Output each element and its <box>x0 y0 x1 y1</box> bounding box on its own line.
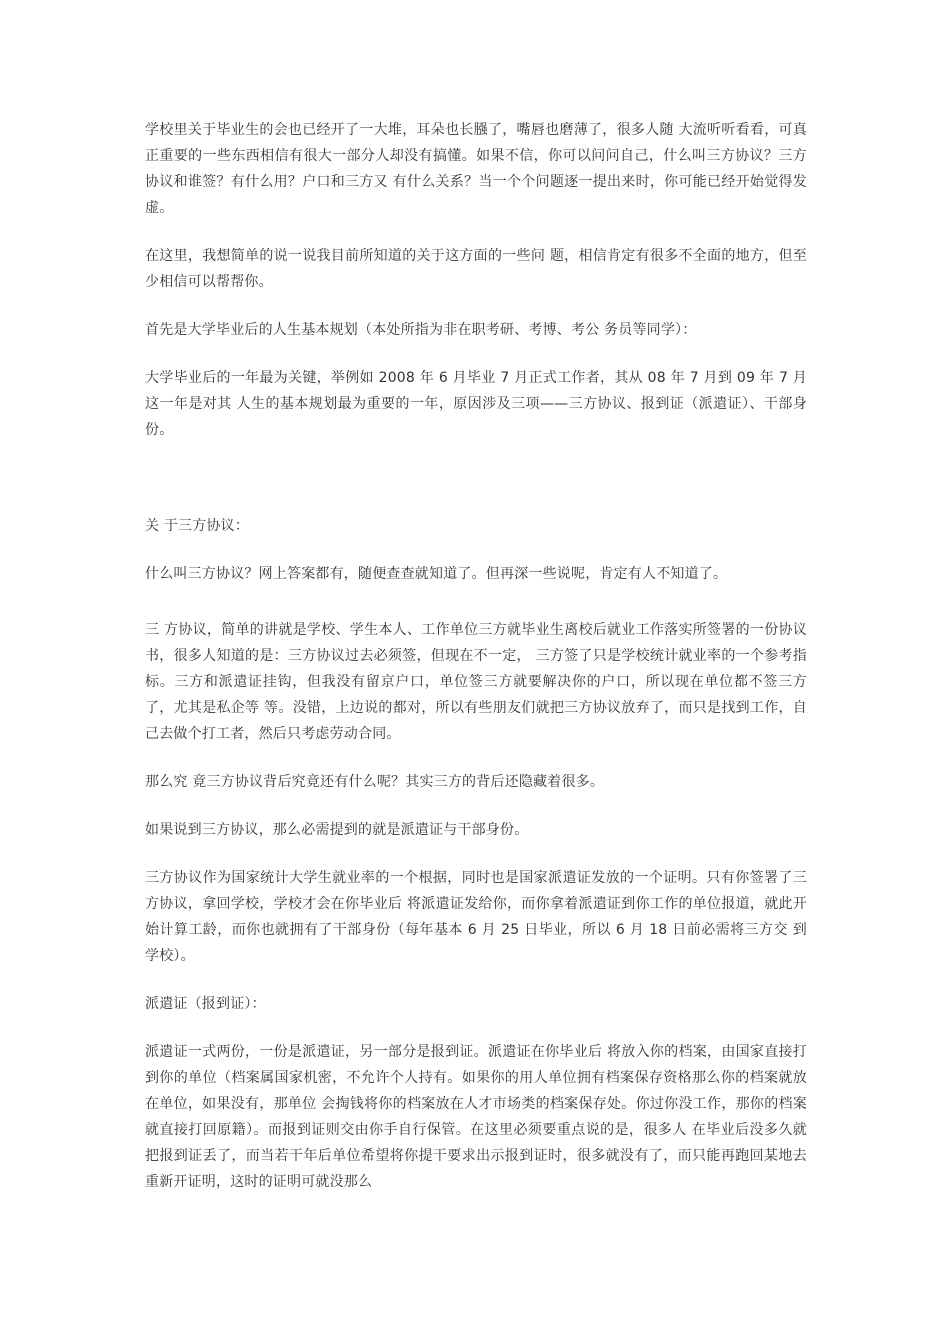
section-heading-three-party: 关 于三方协议： <box>145 518 250 534</box>
paragraph-what-is: 什么叫三方协议？网上答案都有，随便查查就知道了。但再深一些说呢，肯定有人不知道了。 <box>145 566 728 582</box>
section-heading-dispatch: 派遣证（报到证）： <box>145 996 266 1012</box>
paragraph-first: 首先是大学毕业后的人生基本规划（本处所指为非在职考研、考博、考公 务员等同学）： <box>145 322 697 338</box>
paragraph-dispatch-cadre: 如果说到三方协议，那么必需提到的就是派遣证与干部身份。 <box>145 822 529 838</box>
paragraph-statistics: 三方协议作为国家统计大学生就业率的一个根据，同时也是国家派遣证发放的一个证明。只有你签署了三方协议，拿回学校，学校才会在你毕业后 将派遣证发给你，而你拿着派遣证到你工作的单位报道，就此开始计算工龄，而你也就拥有了干部身份（每年基本 6 月 25 日毕业，所以 6 月 18 日前必需将三方交 到学校）。 <box>145 870 807 964</box>
paragraph-here: 在这里，我想简单的说一说我目前所知道的关于这方面的一些问 题，相信肯定有很多不全面的地方，但至少相信可以帮帮你。 <box>145 248 807 290</box>
document-body <box>145 117 807 1195</box>
paragraph-three-party-explained: 三 方协议，简单的讲就是学校、学生本人、工作单位三方就毕业生离校后就业工作落实所签署的一份协议书，很多人知道的是：三方协议过去必须签，但现在不一定， 三方签了只是学校统计就业率的一个参考指标。三方和派遣证挂钩，但我没有留京户口，单位签三方就要解决你的户口，所以现在单位都不签三方了，尤其是私企等 等。没错，上边说的都对，所以有些朋友们就把三方协议放弃了，而只是找到工作，自己去做个打工者，然后只考虑劳动合同。 <box>145 622 807 742</box>
paragraph-intro: 学校里关于毕业生的会也已经开了一大堆，耳朵也长膙了，嘴唇也磨薄了，很多人随 大流听听看看，可真正重要的一些东西相信有很大一部分人却没有搞懂。如果不信，你可以问问自己，什么叫三方协议？三方协议和谁签？有什么用？户口和三方又 有什么关系？当一个个问题逐一提出来时，你可能已经开始觉得发虚。 <box>145 122 807 216</box>
paragraph-first-year: 大学毕业后的一年最为关键，举例如 2008 年 6 月毕业 7 月正式工作者，其从 08 年 7 月到 09 年 7 月这一年是对其 人生的基本规划最为重要的一年，原因涉及三项——三方协议、报到证（派遣证）、干部身份。 <box>145 370 807 438</box>
paragraph-dispatch-detail: 派遣证一式两份，一份是派遣证，另一部分是报到证。派遣证在你毕业后 将放入你的档案，由国家直接打到你的单位（档案属国家机密，不允许个人持有。如果你的用人单位拥有档案保存资格那么你的档案就放在单位，如果没有，那单位 会掏钱将你的档案放在人才市场类的档案保存处。你过你没工作，那你的档案就直接打回原籍）。而报到证则交由你手自行保管。在这里必须要重点说的是，很多人 在毕业后没多久就把报到证丢了，而当若干年后单位希望将你提干要求出示报到证时，很多就没有了，而只能再跑回某地去重新开证明，这时的证明可就没那么 <box>145 1044 807 1190</box>
paragraph-hidden: 那么究 竟三方协议背后究竟还有什么呢？其实三方的背后还隐藏着很多。 <box>145 774 605 790</box>
